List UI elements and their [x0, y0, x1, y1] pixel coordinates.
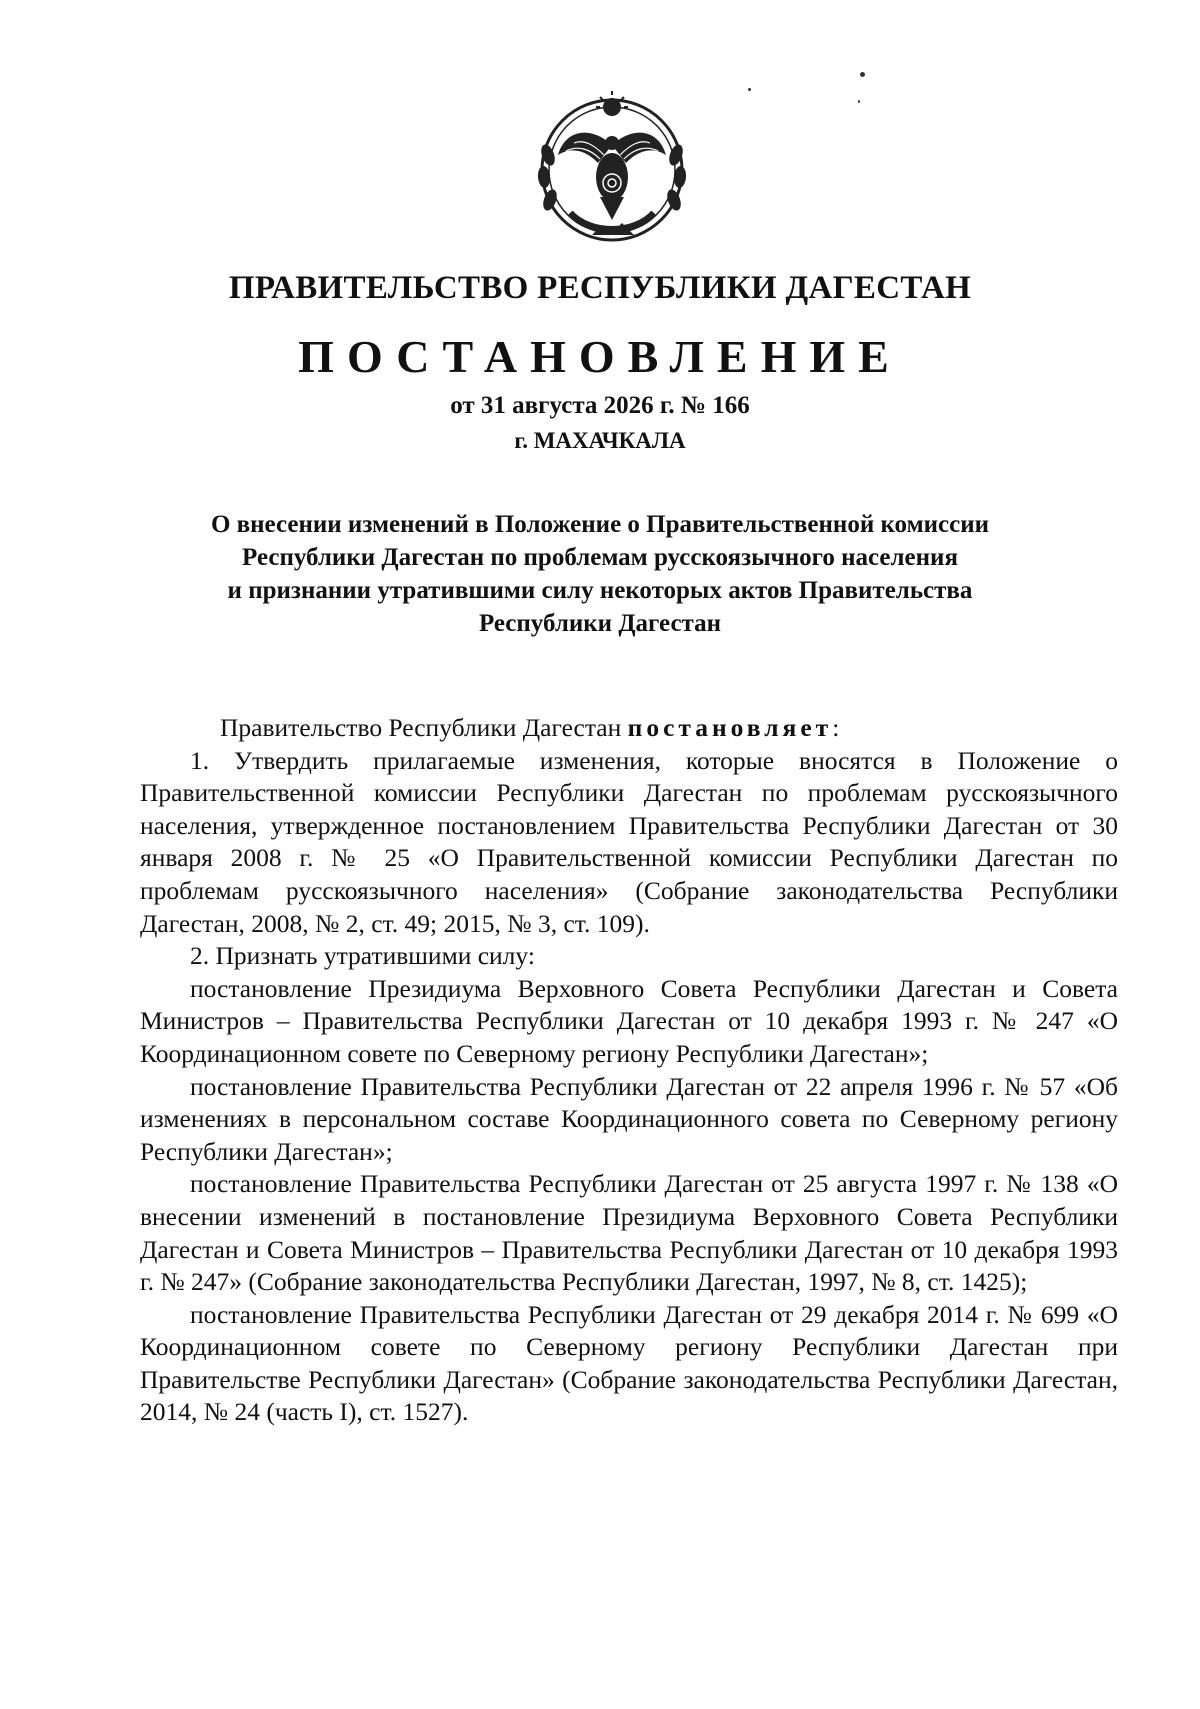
subject-line: Республики Дагестан	[478, 610, 722, 637]
preamble-tail: :	[832, 713, 840, 742]
subject-line: Республики Дагестан по проблемам русскоязычного населения	[242, 544, 958, 571]
document-type-heading: ПОСТАНОВЛЕНИЕ	[298, 331, 902, 382]
preamble-verb: постановляет	[627, 713, 833, 742]
repealed-act-paragraph: постановление Президиума Верховного Совета Республики Дагестан и Совета Министров – Правительства Республики Дагестан от 10 декабря 1993 г. № 247 «О Координационном совете по Северному региону Республики Дагестан»;	[140, 973, 1118, 1068]
coat-of-arms-icon	[530, 85, 695, 250]
subject-line: О внесении изменений в Положение о Правительственной комиссии	[210, 511, 990, 538]
subject-line: и признании утратившими силу некоторых актов Правительства	[227, 577, 973, 604]
document-city: г. МАХАЧКАЛА	[514, 428, 686, 453]
repealed-act-paragraph: постановление Правительства Республики Дагестан от 22 апреля 1996 г. № 57 «Об изменениях в персональном составе Координационного совета по Северному региону Республики Дагестан»;	[140, 1071, 1118, 1166]
item-2-paragraph: 2. Признать утратившими силу:	[190, 941, 535, 971]
item-1-paragraph: 1. Утвердить прилагаемые изменения, которые вносятся в Положение о Правительственной комиссии Республики Дагестан по проблемам русскоязычного населения, утвержденное постановлением Правительства Республики Дагестан от 30 января 2008 г. № 25 «О Правительственной комиссии Республики Дагестан по проблемам русскоязычного населения» (Собрание законодательства Республики Дагестан, 2008, № 2, ст. 49; 2015, № 3, ст. 109).	[140, 745, 1118, 938]
document-body	[140, 712, 1118, 1429]
organization-title: ПРАВИТЕЛЬСТВО РЕСПУБЛИКИ ДАГЕСТАН	[228, 270, 972, 306]
scan-speck	[860, 72, 865, 77]
preamble-paragraph	[140, 712, 1118, 745]
preamble-lead: Правительство Республики Дагестан	[220, 713, 622, 742]
repealed-act-paragraph: постановление Правительства Республики Дагестан от 29 декабря 2014 г. № 699 «О Координационном совете по Северному региону Республики Дагестан при Правительстве Республики Дагестан» (Собрание законодательства Республики Дагестан, 2014, № 24 (часть I), ст. 1527).	[140, 1299, 1118, 1427]
document-date-number: от 31 августа 2026 г. № 166	[450, 392, 750, 419]
scan-speck	[748, 88, 751, 91]
repealed-act-paragraph: постановление Правительства Республики Дагестан от 25 августа 1997 г. № 138 «О внесении изменений в постановление Президиума Верховного Совета Республики Дагестан и Совета Министров – Правительства Республики Дагестан от 10 декабря 1993 г. № 247» (Собрание законодательства Республики Дагестан, 1997, № 8, ст. 1425);	[140, 1169, 1118, 1297]
document-subject	[150, 508, 1050, 640]
scan-speck	[858, 100, 860, 103]
